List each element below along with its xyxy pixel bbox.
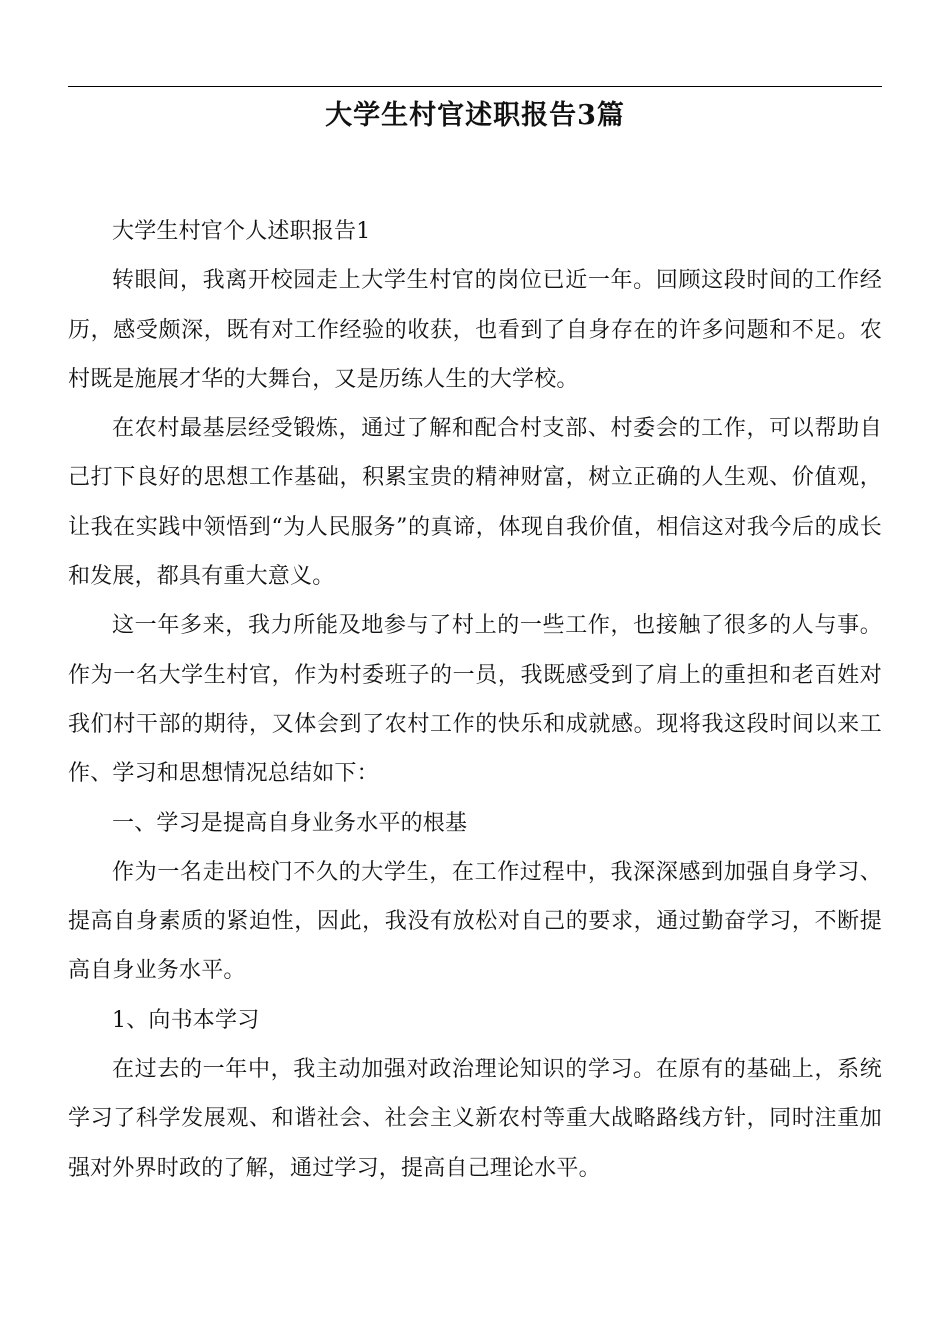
header-rule [68, 86, 882, 87]
document-body [68, 207, 882, 1193]
subsection-heading: 1、向书本学习 [112, 1007, 260, 1033]
body-paragraph: 在过去的一年中，我主动加强对政治理论知识的学习。在原有的基础上，系统学习了科学发展观、和谐社会、社会主义新农村等重大战略路线方针，同时注重加强对外界时政的了解，通过学习，提高自己理论水平。 [68, 1057, 882, 1181]
section-heading-report-1: 大学生村官个人述职报告1 [112, 219, 371, 244]
body-paragraph: 作为一名走出校门不久的大学生，在工作过程中，我深深感到加强自身学习、提高自身素质的紧迫性，因此，我没有放松对自己的要求，通过勤奋学习，不断提高自身业务水平。 [68, 859, 882, 984]
section-heading: 一、学习是提高自身业务水平的根基 [112, 810, 468, 836]
document-title: 大学生村官述职报告3篇 [325, 100, 625, 131]
body-paragraph: 在农村最基层经受锻炼，通过了解和配合村支部、村委会的工作，可以帮助自己打下良好的思想工作基础，积累宝贵的精神财富，树立正确的人生观、价值观，让我在实践中领悟到“为人民服务”的真谛，体现自我价值，相信这对我今后的成长和发展，都具有重大意义。 [68, 416, 882, 590]
body-paragraph: 转眼间，我离开校园走上大学生村官的岗位已近一年。回顾这段时间的工作经历，感受颇深，既有对工作经验的收获，也看到了自身存在的许多问题和不足。农村既是施展才华的大舞台，又是历练人生的大学校。 [68, 268, 882, 392]
body-paragraph: 这一年多来，我力所能及地参与了村上的一些工作，也接触了很多的人与事。作为一名大学生村官，作为村委班子的一员，我既感受到了肩上的重担和老百姓对我们村干部的期待，又体会到了农村工作的快乐和成就感。现将我这段时间以来工作、学习和思想情况总结如下： [68, 613, 882, 787]
